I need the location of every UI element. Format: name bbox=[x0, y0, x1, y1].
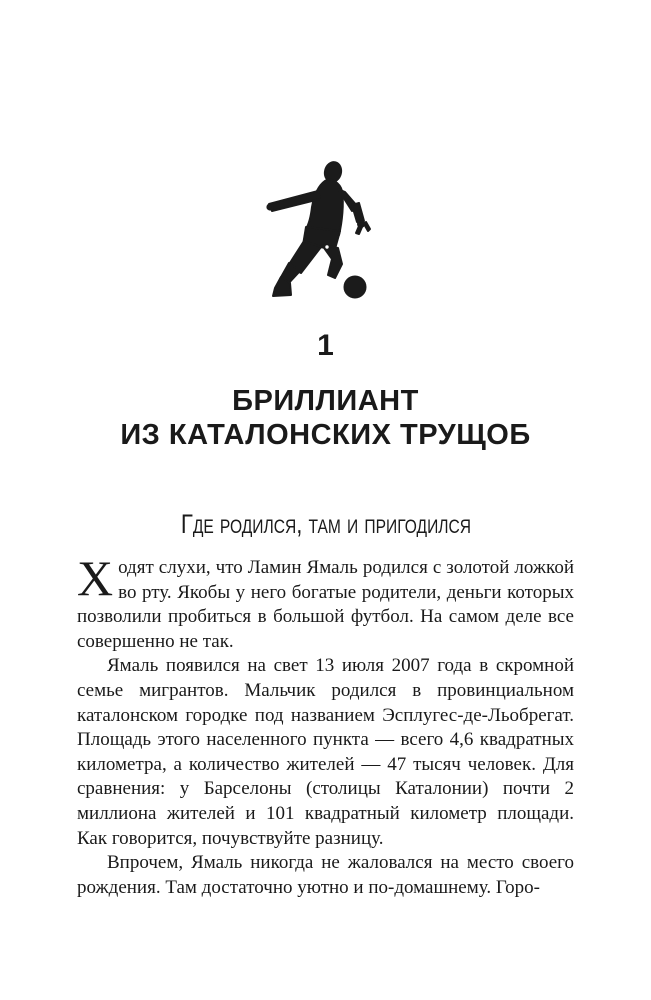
paragraph-3: Впрочем, Ямаль никогда не жаловался на место своего рождения. Там достаточно уютно и по-домашнему. Горо- bbox=[77, 852, 574, 898]
chapter-title bbox=[0, 384, 651, 452]
paragraph-1 bbox=[77, 550, 574, 654]
paragraph-2: Ямаль появился на свет 13 июля 2007 года в скромной семье мигрантов. Мальчик родился в провинциальном каталонском городке под названием Эсплугес-де-Льобрегат. Площадь этого населенного пункта — всего 4,6 квадратных километра, а количество жителей — 47 тысяч человек. Для сравнения: у Барселоны (столицы Каталонии) почти 2 миллиона жителей и 101 квадратный километр площади. Как говорится, почувствуйте разницу. bbox=[77, 655, 574, 849]
chapter-number: 1 bbox=[317, 329, 334, 362]
footballer-icon bbox=[257, 152, 377, 302]
drop-cap: Х bbox=[77, 550, 114, 606]
body-text bbox=[77, 550, 574, 900]
section-heading bbox=[0, 509, 651, 539]
chapter-title-line2: ИЗ КАТАЛОНСКИХ ТРУЩОБ bbox=[120, 419, 531, 451]
chapter-figure bbox=[0, 152, 651, 307]
chapter-title-line1: БРИЛЛИАНТ bbox=[232, 385, 419, 417]
paragraph-1-text: одят слухи, что Ламин Ямаль родился с золотой ложкой во рту. Якобы у него богатые родители, деньги которых позволили пробиться в большой футбол. На самом деле все совершенно не так. bbox=[77, 557, 574, 652]
section-heading-text: Где родился, там и пригодился bbox=[180, 509, 471, 539]
